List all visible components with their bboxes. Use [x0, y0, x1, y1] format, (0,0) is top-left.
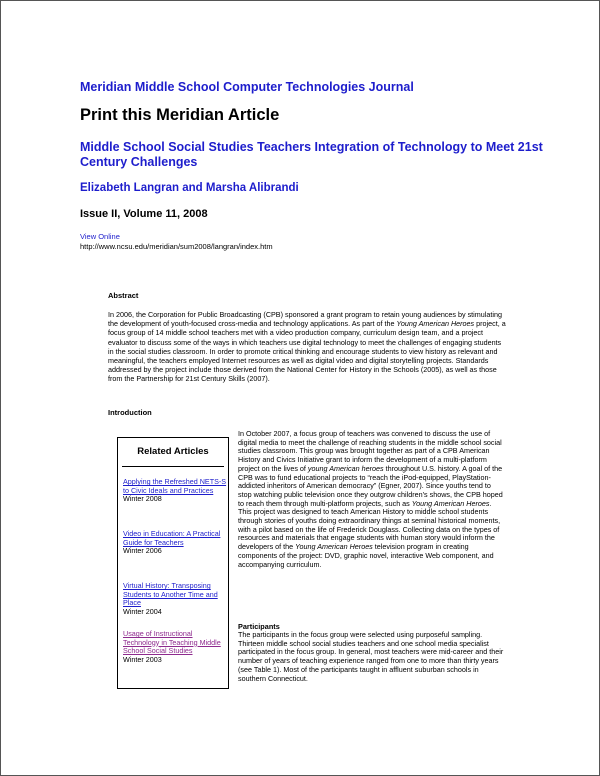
intro-emphasis: Young American Heroes: [411, 498, 490, 508]
intro-text-part: throughout U.S. history. A goal of the CPB was to fund educational projects to “reach the iPod-equipped, PlayStation-addicted inheritors of American democracy” (Egner, 2007). Since youths tend to stop watching public television once they outgrow children’s shows, the CPB hoped to reach them through multi-platform projects, such as: [238, 463, 503, 508]
related-article-date: Winter 2004: [123, 606, 162, 616]
related-article-link[interactable]: Usage of Instructional Technology in Teaching Middle School Social Studies: [123, 629, 221, 656]
journal-name: Meridian Middle School Computer Technologies Journal: [80, 80, 414, 94]
participants-text: The participants in the focus group were selected using purposeful sampling. Thirteen middle school social studies teachers and one school media specialist participated in the focus group. In general, most teachers were mid-career and their number of years of teaching experience ranged from one to more than thirty years (see Table 1). Most of the participants taught in affluent suburban schools in southern Connecticut.: [238, 630, 504, 683]
intro-text-part: television program in creating components of the project: DVD, graphic novel, interactive Web component, and accompanying curriculum.: [238, 542, 494, 569]
abstract-text-part: project, a focus group of 14 middle school teachers met with a video production company, curriculum design team, and a project evaluator to discuss some of the ways in which teachers use digital technology to meet the challenges of engaging students in the social studies classroom. In order to promote critical thinking and encourage students to view history as relevant and meaningful, the teachers employed Internet resources as well as digital video and digital storytelling projects. Standards addressed by the project include those derived from the National Center for History in the Schools (2005), as well as those from the Partnership for 21st Century Skills (2007).: [108, 319, 506, 384]
intro-emphasis: young American heroes: [307, 463, 384, 473]
article-title: Middle School Social Studies Teachers Integration of Technology to Meet 21st Century Challenges: [80, 140, 543, 169]
related-article-item: [123, 630, 227, 664]
related-article-date: Winter 2006: [123, 546, 162, 556]
intro-emphasis: Young American Heroes: [295, 542, 373, 552]
intro-text-part: In October 2007, a focus group of teachers was convened to discuss the use of digital media to meet the challenge of reaching students in the middle school social studies classroom. This group was brought together as part of a CPB American History and Civics Initiative grant to inform the development of a multi-platform project on the lives of: [238, 429, 502, 473]
abstract-text: [108, 310, 508, 384]
related-article-link[interactable]: Video in Education: A Practical Guide for Teachers: [123, 529, 221, 547]
related-article-item: [123, 478, 227, 504]
view-online-link[interactable]: View Online: [80, 232, 120, 241]
related-divider: [122, 466, 224, 467]
related-article-link[interactable]: Applying the Refreshed NETS-S to Civic Ideals and Practices: [123, 477, 227, 495]
related-article-item: [123, 530, 227, 556]
authors: Elizabeth Langran and Marsha Alibrandi: [80, 182, 299, 194]
abstract-text-part: In 2006, the Corporation for Public Broadcasting (CPB) sponsored a grant program to retain young audiences by stimulating the development of youth-focused cross-media and technology applications. As part of the: [108, 310, 502, 329]
related-article-date: Winter 2008: [123, 494, 162, 504]
abstract-heading: Abstract: [108, 291, 139, 300]
participants-heading: Participants: [238, 622, 280, 631]
introduction-heading: Introduction: [108, 408, 152, 417]
intro-text-part: . This project was designed to teach American History to middle school students through stories of youths doing extraordinary things at seminal historical moments, with a pilot based on the life of Frederick Douglass. Collecting data on the types of resources and materials that engage students with human story would inform the developers of the: [238, 498, 501, 552]
related-article-link[interactable]: Virtual History: Transposing Students to Another Time and Place: [123, 581, 218, 608]
print-title: Print this Meridian Article: [80, 106, 280, 124]
article-url: http://www.ncsu.edu/meridian/sum2008/langran/index.htm: [80, 242, 273, 251]
related-article-item: [123, 582, 227, 616]
related-articles-box: [117, 437, 229, 689]
abstract-emphasis: Young American Heroes: [396, 319, 475, 329]
related-articles-title: Related Articles: [137, 446, 209, 457]
issue-info: Issue II, Volume 11, 2008: [80, 208, 208, 220]
introduction-text: [238, 430, 506, 569]
related-article-date: Winter 2003: [123, 654, 162, 664]
